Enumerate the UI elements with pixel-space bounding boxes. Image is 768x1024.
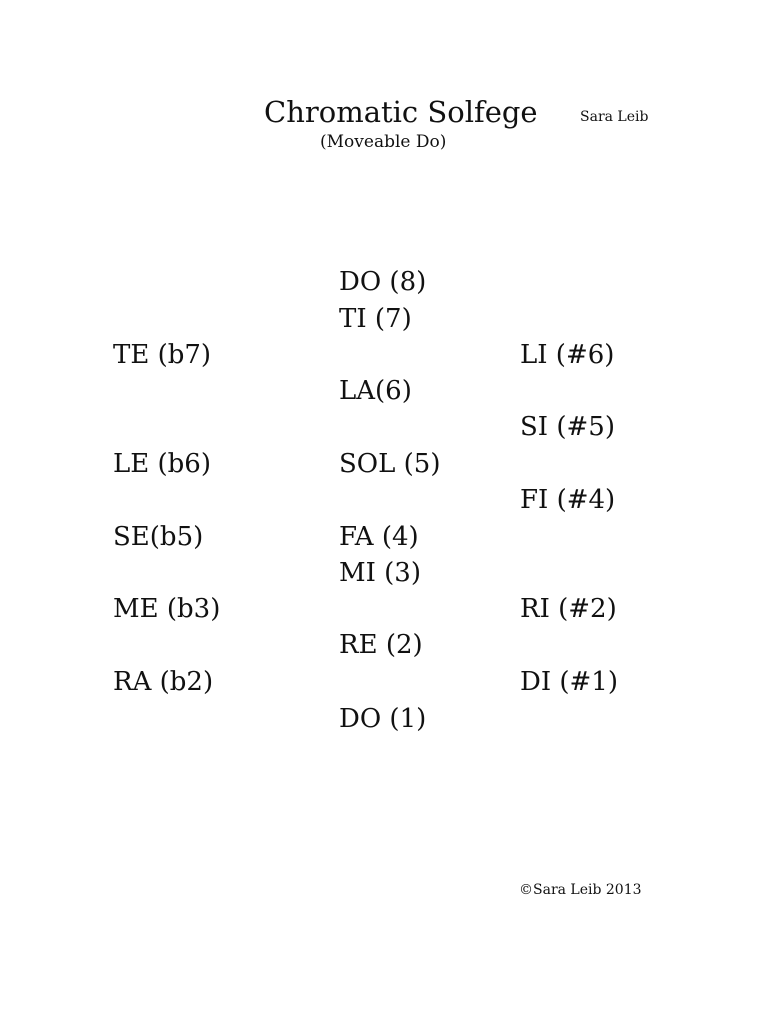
- copyright-notice: ©Sara Leib 2013: [519, 882, 642, 898]
- syllable-di: DI (#1): [520, 667, 618, 697]
- author-name: Sara Leib: [580, 109, 649, 125]
- document-title: Chromatic Solfege: [264, 95, 538, 129]
- syllable-do-high: DO (8): [339, 267, 427, 297]
- syllable-ri: RI (#2): [520, 594, 617, 624]
- syllable-ra: RA (b2): [113, 667, 214, 697]
- syllable-la: LA(6): [339, 376, 412, 406]
- syllable-re: RE (2): [339, 630, 423, 660]
- syllable-mi: MI (3): [339, 558, 421, 588]
- syllable-fi: FI (#4): [520, 485, 616, 515]
- syllable-li: LI (#6): [520, 340, 615, 370]
- syllable-se: SE(b5): [113, 522, 204, 552]
- syllable-fa: FA (4): [339, 522, 419, 552]
- syllable-si: SI (#5): [520, 412, 615, 442]
- document-subtitle: (Moveable Do): [320, 132, 447, 152]
- syllable-sol: SOL (5): [339, 449, 441, 479]
- syllable-do-low: DO (1): [339, 704, 427, 734]
- syllable-te: TE (b7): [113, 340, 212, 370]
- syllable-me: ME (b3): [113, 594, 221, 624]
- syllable-ti: TI (7): [339, 304, 412, 334]
- syllable-le: LE (b6): [113, 449, 211, 479]
